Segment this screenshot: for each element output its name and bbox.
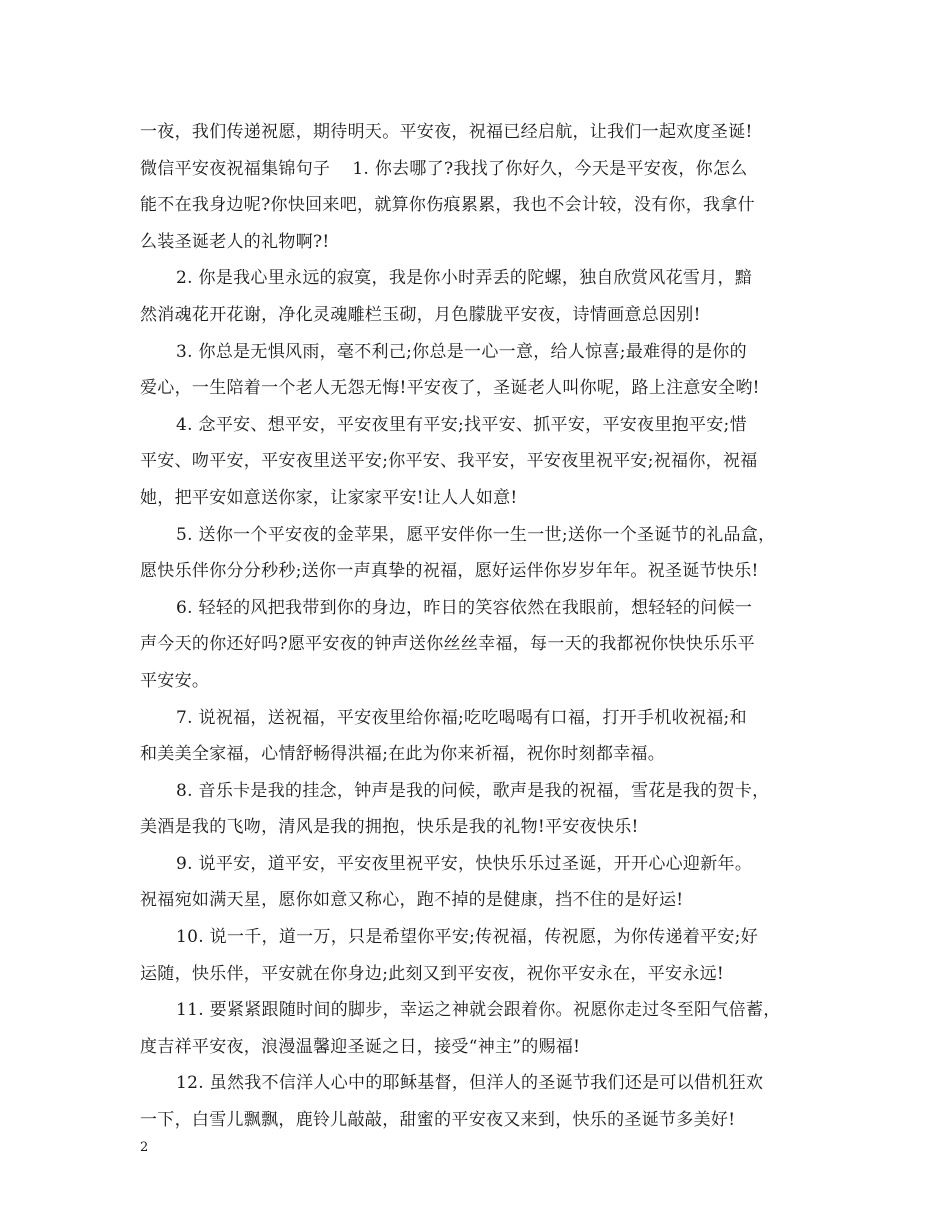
paragraph-start: 2. 你是我心里永远的寂寞，我是你小时弄丢的陀螺，独自欣赏风花雪月，黯 [176, 268, 753, 289]
paragraph-start: 12. 虽然我不信洋人心中的耶稣基督，但洋人的圣诞节我们还是可以借机狂欢 [176, 1073, 764, 1094]
paragraph-start: 11. 要紧紧跟随时间的脚步，幸运之神就会跟着你。祝愿你走过冬至阳气倍蓄， [176, 1000, 781, 1021]
paragraph-start: 7. 说祝福，送祝福，平安夜里给你福;吃吃喝喝有口福，打开手机收祝福;和 [176, 707, 747, 728]
text-line: 能不在我身边呢?你快回来吧，就算你伤痕累累，我也不会计较，没有你，我拿什 [140, 195, 755, 216]
paragraph-start: 6. 轻轻的风把我带到你的身边，昨日的笑容依然在我眼前，想轻轻的问候一 [176, 597, 753, 618]
text-line: 美酒是我的飞吻，清风是我的拥抱，快乐是我的礼物!平安夜快乐! [140, 817, 639, 838]
text-line: 愿快乐伴你分分秒秒;送你一声真挚的祝福，愿好运伴你岁岁年年。祝圣诞节快乐! [140, 561, 759, 582]
text-line: 声今天的你还好吗?愿平安夜的钟声送你丝丝幸福，每一天的我都祝你快快乐乐平 [140, 634, 755, 655]
text-line: 么装圣诞老人的礼物啊?! [140, 231, 330, 252]
text-line: 度吉祥平安夜，浪漫温馨迎圣诞之日，接受“神主”的赐福! [140, 1036, 581, 1057]
paragraph-start: 10. 说一千，道一万，只是希望你平安;传祝福，传祝愿，为你传递着平安;好 [176, 927, 758, 948]
text-line: 爱心，一生陪着一个老人无怨无悔!平安夜了，圣诞老人叫你呢，路上注意安全哟! [140, 378, 760, 399]
text-line: 运随，快乐伴，平安就在你身边;此刻又到平安夜，祝你平安永在，平安永远! [140, 963, 725, 984]
body-text [140, 114, 812, 1139]
page-number: 2 [140, 1140, 149, 1155]
paragraph-start: 5. 送你一个平安夜的金苹果，愿平安伴你一生一世;送你一个圣诞节的礼品盒， [176, 524, 776, 545]
text-line: 和美美全家福，心情舒畅得洪福;在此为你来祈福，祝你时刻都幸福。 [140, 744, 666, 765]
text-line: 平安、吻平安，平安夜里送平安;你平安、我平安，平安夜里祝平安;祝福你，祝福 [140, 451, 758, 472]
text-line: 平安安。 [140, 670, 210, 691]
section-heading: 微信平安夜祝福集锦句子 [140, 158, 331, 179]
text-line: 一下，白雪儿飘飘，鹿铃儿敲敲，甜蜜的平安夜又来到，快乐的圣诞节多美好! [140, 1110, 736, 1131]
paragraph-start: 1. 你去哪了?我找了你好久，今天是平安夜，你怎么 [352, 158, 748, 179]
text-line-heading [140, 151, 812, 188]
paragraph-start: 9. 说平安，道平安，平安夜里祝平安，快快乐乐过圣诞，开开心心迎新年。 [176, 853, 753, 874]
text-line: 然消魂花开花谢，净化灵魂雕栏玉砌，月色朦胧平安夜，诗情画意总因别! [140, 304, 701, 325]
paragraph-start: 8. 音乐卡是我的挂念，钟声是我的问候，歌声是我的祝福，雪花是我的贺卡， [176, 780, 770, 801]
text-line: 她，把平安如意送你家，让家家平安!让人人如意! [140, 487, 518, 508]
text-line: 一夜，我们传递祝愿，期待明天。平安夜，祝福已经启航，让我们一起欢度圣诞! [140, 122, 753, 142]
text-line: 祝福宛如满天星，愿你如意又称心，跑不掉的是健康，挡不住的是好运! [140, 890, 684, 911]
paragraph-start: 4. 念平安、想平安，平安夜里有平安;找平安、抓平安，平安夜里抱平安;惜 [176, 414, 747, 435]
paragraph-start: 3. 你总是无惧风雨，毫不利己;你总是一心一意，给人惊喜;最难得的是你的 [176, 341, 747, 362]
